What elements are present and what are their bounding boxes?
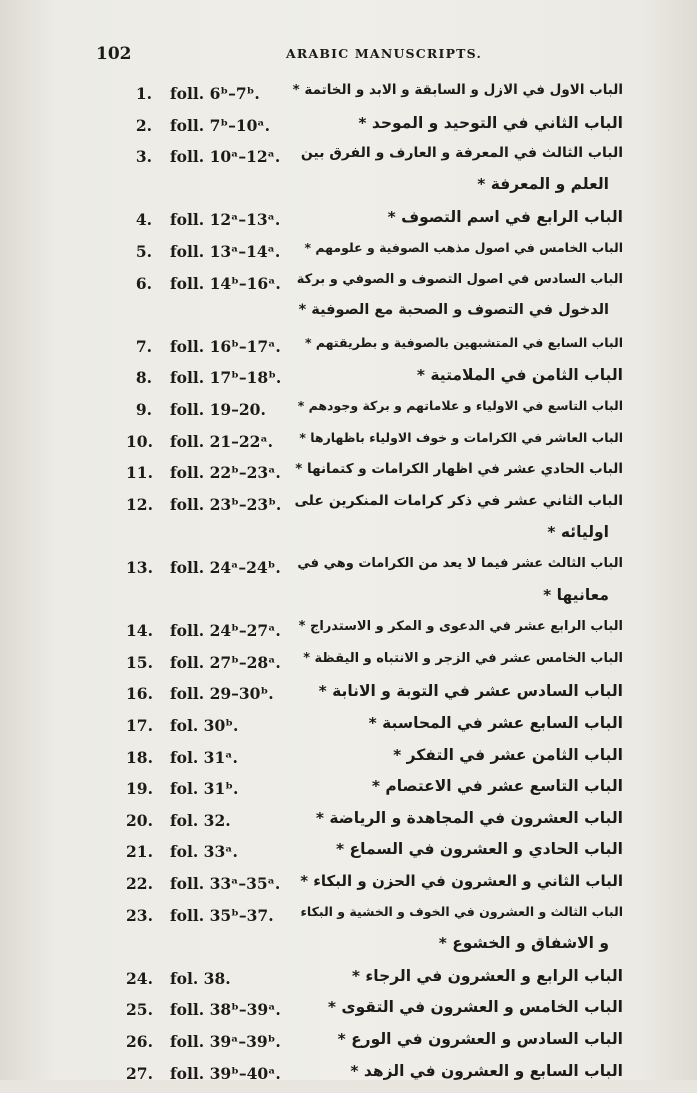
chapter-number: 3. bbox=[135, 147, 152, 167]
chapter-number: 5. bbox=[135, 242, 152, 261]
chapter-number: 1. bbox=[135, 84, 152, 103]
arabic-chapter-title: الباب التاسع في الاولياء و علاماتهم و بركة وجودهم * bbox=[297, 398, 623, 413]
chapter-entry bbox=[0, 746, 697, 778]
folio-reference: foll. 22ᵇ–23ᵃ. bbox=[170, 463, 281, 483]
chapter-number: 11. bbox=[126, 463, 153, 483]
folio-reference: foll. 21–22ᵃ. bbox=[170, 431, 274, 451]
arabic-chapter-title: الباب الثاني في التوحيد و الموحد * bbox=[358, 113, 623, 132]
chapter-entry bbox=[0, 714, 697, 746]
chapter-entry bbox=[0, 366, 697, 398]
chapter-number: 9. bbox=[135, 400, 152, 419]
chapter-number: 14. bbox=[126, 621, 153, 641]
page-number: 102 bbox=[96, 44, 132, 64]
chapter-entry bbox=[0, 461, 697, 493]
chapter-entry bbox=[0, 556, 697, 619]
folio-reference: fol. 30ᵇ. bbox=[170, 716, 239, 735]
folio-reference: foll. 29–30ᵇ. bbox=[170, 684, 274, 704]
folio-reference: foll. 33ᵃ–35ᵃ. bbox=[170, 874, 281, 893]
chapter-number: 15. bbox=[126, 652, 153, 672]
arabic-chapter-title: الباب السابع في المتشبهين بالصوفية و بطريقتهم * bbox=[304, 334, 623, 350]
chapter-number: 4. bbox=[135, 210, 152, 230]
folio-reference: fol. 38. bbox=[170, 968, 231, 988]
arabic-chapter-title: الباب العاشر في الكرامات و خوف الاولياء باظهارها * bbox=[299, 429, 623, 445]
arabic-chapter-title: الباب الثالث في المعرفة و العارف و الفرق بين bbox=[300, 145, 623, 162]
folio-reference: foll. 35ᵇ–37. bbox=[170, 905, 274, 925]
chapter-entry bbox=[0, 430, 697, 462]
chapter-entry bbox=[0, 682, 697, 714]
folio-reference: foll. 14ᵇ–16ᵃ. bbox=[170, 273, 281, 293]
arabic-chapter-title-continued: الدخول في التصوف و الصحبة مع الصوفية * bbox=[298, 301, 609, 318]
chapter-number: 21. bbox=[126, 842, 153, 862]
arabic-chapter-title: الباب السابع عشر في المحاسبة * bbox=[368, 714, 623, 732]
folio-reference: foll. 27ᵇ–28ᵃ. bbox=[170, 652, 281, 672]
folio-reference: fol. 32. bbox=[170, 810, 231, 830]
chapter-entry bbox=[0, 398, 697, 430]
arabic-chapter-title-continued: العلم و المعرفة * bbox=[477, 175, 609, 194]
arabic-chapter-title: الباب الثالث و العشرون في الخوف و الخشية و البكاء bbox=[300, 903, 623, 919]
chapter-number: 12. bbox=[126, 494, 153, 514]
chapter-entry bbox=[0, 114, 697, 146]
chapter-entry bbox=[0, 809, 697, 841]
folio-reference: foll. 24ᵇ–27ᵃ. bbox=[170, 621, 281, 641]
arabic-chapter-title: الباب الرابع عشر في الدعوى و المكر و الاستدراج * bbox=[298, 619, 623, 635]
running-title: ARABIC MANUSCRIPTS. bbox=[286, 46, 483, 61]
chapter-number: 18. bbox=[126, 747, 153, 767]
chapter-number: 19. bbox=[126, 779, 153, 799]
chapter-entry bbox=[0, 904, 697, 967]
arabic-chapter-title: الباب السادس و العشرون في الورع * bbox=[337, 1030, 623, 1048]
folio-reference: foll. 16ᵇ–17ᵃ. bbox=[170, 336, 281, 356]
chapter-entry bbox=[0, 335, 697, 367]
chapter-entry bbox=[0, 493, 697, 556]
arabic-chapter-title-continued: و الاشفاق و الخشوع * bbox=[438, 933, 609, 952]
chapter-number: 22. bbox=[126, 874, 153, 893]
chapter-entry bbox=[0, 240, 697, 272]
chapter-number: 25. bbox=[126, 1000, 153, 1020]
folio-reference: foll. 39ᵇ–40ᵃ. bbox=[170, 1063, 281, 1083]
chapter-entry bbox=[0, 1030, 697, 1062]
chapter-entry bbox=[0, 872, 697, 904]
folio-reference: foll. 17ᵇ–18ᵇ. bbox=[170, 368, 282, 388]
chapter-number: 6. bbox=[135, 273, 152, 293]
chapter-entry bbox=[0, 651, 697, 683]
arabic-chapter-title: الباب الخامس عشر في الزجر و الانتباه و اليقظة * bbox=[303, 650, 623, 666]
arabic-chapter-title: الباب الخامس في اصول مذهب الصوفية و علومهم * bbox=[304, 240, 623, 255]
arabic-chapter-title: الباب العشرون في المجاهدة و الرياضة * bbox=[315, 808, 623, 827]
arabic-chapter-title: الباب الرابع و العشرون في الرجاء * bbox=[351, 966, 623, 985]
arabic-chapter-title: الباب الرابع في اسم التصوف * bbox=[387, 208, 623, 227]
arabic-chapter-title: الباب الحادي و العشرون في السماع * bbox=[336, 840, 623, 859]
chapter-entry bbox=[0, 82, 697, 114]
arabic-chapter-title: الباب الثامن في الملامتية * bbox=[416, 366, 623, 385]
arabic-chapter-title: الباب السادس عشر في التوبة و الانابة * bbox=[318, 682, 623, 701]
chapter-entry bbox=[0, 840, 697, 872]
arabic-chapter-title: الباب الاول في الازل و السابقة و الابد و الخاتمة * bbox=[292, 82, 623, 98]
arabic-chapter-title-continued: اوليائه * bbox=[547, 522, 609, 541]
chapter-number: 8. bbox=[135, 368, 152, 388]
chapter-number: 20. bbox=[126, 810, 153, 830]
chapter-number: 27. bbox=[126, 1063, 153, 1083]
chapter-number: 23. bbox=[126, 905, 153, 925]
chapter-entry bbox=[0, 619, 697, 651]
chapter-entry bbox=[0, 1062, 697, 1093]
folio-reference: foll. 24ᵃ–24ᵇ. bbox=[170, 558, 281, 577]
folio-reference: foll. 23ᵇ–23ᵇ. bbox=[170, 494, 282, 514]
chapter-number: 17. bbox=[126, 716, 153, 735]
chapter-entry bbox=[0, 272, 697, 335]
arabic-chapter-title-continued: معانيها * bbox=[543, 586, 609, 604]
arabic-chapter-title: الباب الثالث عشر فيما لا يعد من الكرامات وهي في bbox=[297, 556, 623, 571]
folio-reference: fol. 31ᵇ. bbox=[170, 779, 239, 799]
folio-reference: foll. 39ᵃ–39ᵇ. bbox=[170, 1032, 281, 1051]
chapter-number: 13. bbox=[126, 558, 153, 577]
arabic-chapter-title: الباب السابع و العشرون في الزهد * bbox=[350, 1061, 623, 1080]
folio-reference: foll. 12ᵃ–13ᵃ. bbox=[170, 210, 281, 230]
chapter-number: 16. bbox=[126, 684, 153, 704]
page-header bbox=[96, 44, 637, 68]
chapter-entry bbox=[0, 967, 697, 999]
arabic-chapter-title: الباب التاسع عشر في الاعتصام * bbox=[371, 777, 623, 796]
arabic-chapter-title: الباب السادس في اصول التصوف و الصوفي و بركة bbox=[296, 271, 623, 287]
folio-reference: foll. 38ᵇ–39ᵃ. bbox=[170, 1000, 281, 1020]
chapter-entry bbox=[0, 208, 697, 240]
chapter-entry bbox=[0, 777, 697, 809]
arabic-chapter-title: الباب الثاني عشر في ذكر كرامات المنكرين على bbox=[294, 492, 623, 509]
folio-reference: fol. 31ᵃ. bbox=[170, 747, 238, 767]
chapter-number: 7. bbox=[135, 336, 152, 356]
chapter-number: 2. bbox=[135, 115, 152, 135]
folio-reference: foll. 13ᵃ–14ᵃ. bbox=[170, 242, 281, 261]
chapter-entry bbox=[0, 998, 697, 1030]
arabic-chapter-title: الباب الخامس و العشرون في التقوى * bbox=[327, 998, 623, 1017]
folio-reference: foll. 7ᵇ–10ᵃ. bbox=[170, 115, 271, 135]
arabic-chapter-title: الباب الثاني و العشرون في الحزن و البكاء * bbox=[300, 872, 623, 890]
folio-reference: foll. 19–20. bbox=[170, 400, 266, 419]
arabic-chapter-title: الباب الحادي عشر في اظهار الكرامات و كتمانها * bbox=[295, 461, 623, 478]
arabic-chapter-title: الباب الثامن عشر في التفكر * bbox=[393, 745, 623, 764]
folio-reference: foll. 6ᵇ–7ᵇ. bbox=[170, 84, 260, 103]
chapter-entry bbox=[0, 145, 697, 208]
folio-reference: fol. 33ᵃ. bbox=[170, 842, 238, 862]
chapter-number: 24. bbox=[126, 968, 153, 988]
folio-reference: foll. 10ᵃ–12ᵃ. bbox=[170, 147, 281, 167]
chapter-number: 26. bbox=[126, 1032, 153, 1051]
chapter-number: 10. bbox=[126, 431, 153, 451]
